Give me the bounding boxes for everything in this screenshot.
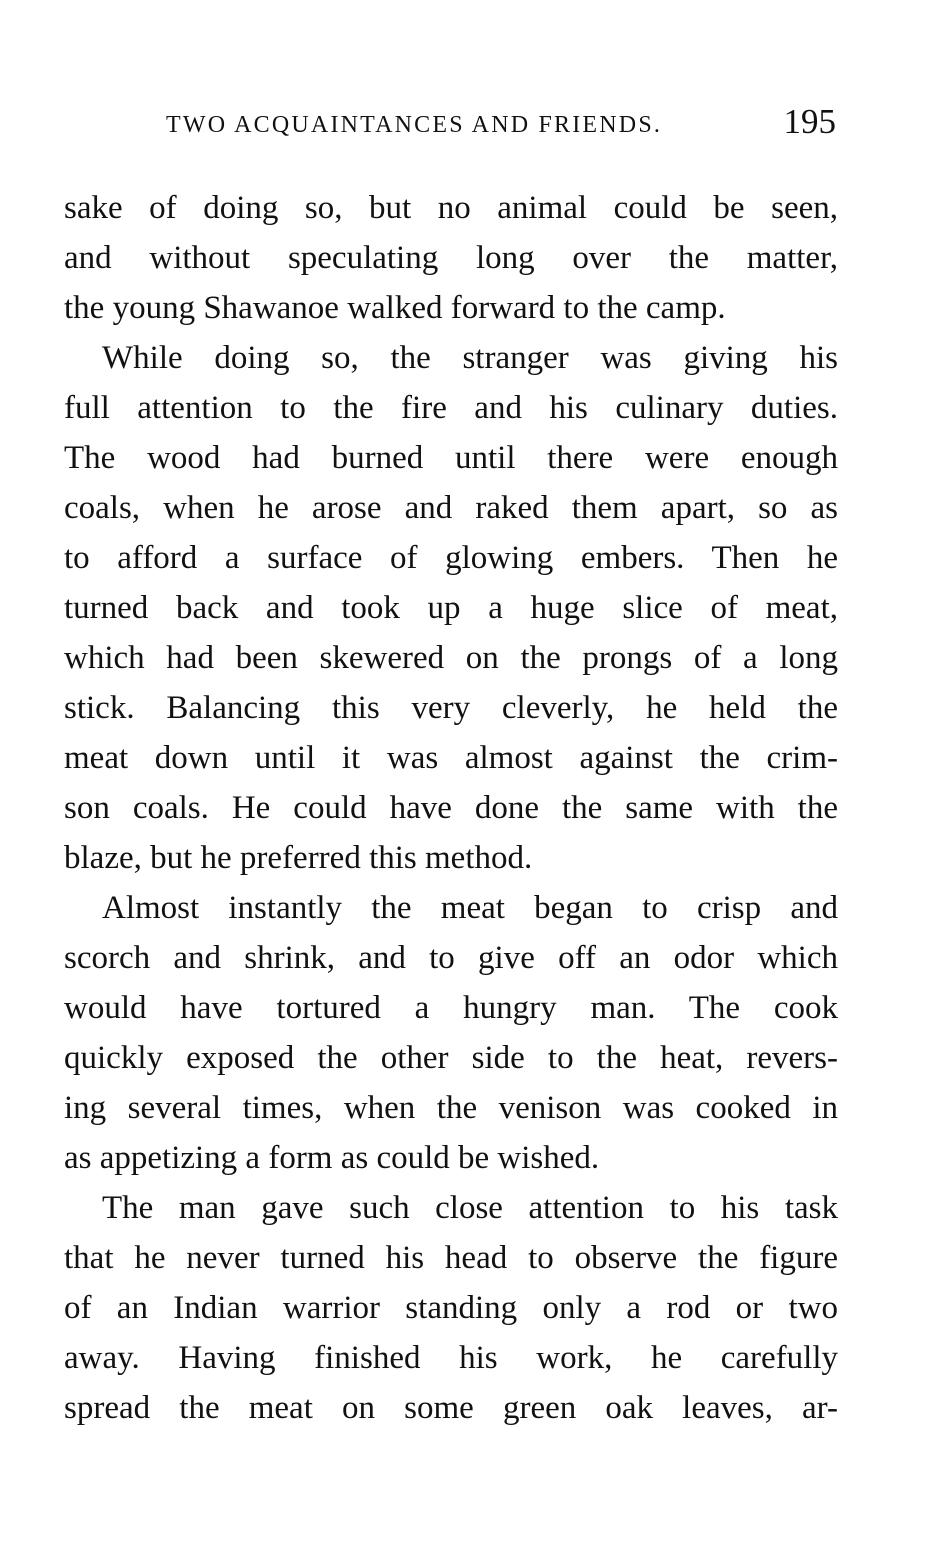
running-title: TWO ACQUAINTANCES AND FRIENDS. (166, 112, 663, 138)
text-line: Almost instantly the meat began to crisp and (102, 890, 838, 926)
text-line: turned back and took up a huge slice of meat, (64, 590, 838, 626)
text-line: meat down until it was almost against the crim- (64, 740, 838, 776)
text-line: quickly exposed the other side to the heat, revers- (64, 1040, 838, 1076)
text-line: to afford a surface of glowing embers. Then he (64, 540, 838, 576)
text-line: as appetizing a form as could be wished. (64, 1140, 600, 1176)
text-line: that he never turned his head to observe the figure (64, 1240, 838, 1276)
text-line: coals, when he arose and raked them apart, so as (64, 490, 838, 526)
text-line: full attention to the fire and his culinary duties. (64, 390, 838, 426)
text-line: the young Shawanoe walked forward to the camp. (64, 290, 726, 326)
text-line: would have tortured a hungry man. The cook (64, 990, 838, 1026)
text-line: While doing so, the stranger was giving his (102, 340, 838, 376)
text-line: son coals. He could have done the same with the (64, 790, 838, 826)
text-line: spread the meat on some green oak leaves, ar- (64, 1390, 838, 1426)
text-line: blaze, but he preferred this method. (64, 840, 533, 876)
text-line: The man gave such close attention to his task (102, 1190, 838, 1226)
body-text (64, 183, 838, 1433)
text-line: away. Having finished his work, he carefully (64, 1340, 838, 1376)
text-line: and without speculating long over the matter, (64, 240, 838, 276)
text-line: stick. Balancing this very cleverly, he held the (64, 690, 838, 726)
text-line: The wood had burned until there were enough (64, 440, 838, 476)
text-line: of an Indian warrior standing only a rod or two (64, 1290, 838, 1326)
text-line: which had been skewered on the prongs of a long (64, 640, 838, 676)
text-line: sake of doing so, but no animal could be seen, (64, 190, 838, 226)
page-number: 195 (783, 102, 836, 141)
text-line: ing several times, when the venison was cooked in (64, 1090, 838, 1126)
running-head (64, 100, 838, 150)
text-line: scorch and shrink, and to give off an odor which (64, 940, 838, 976)
